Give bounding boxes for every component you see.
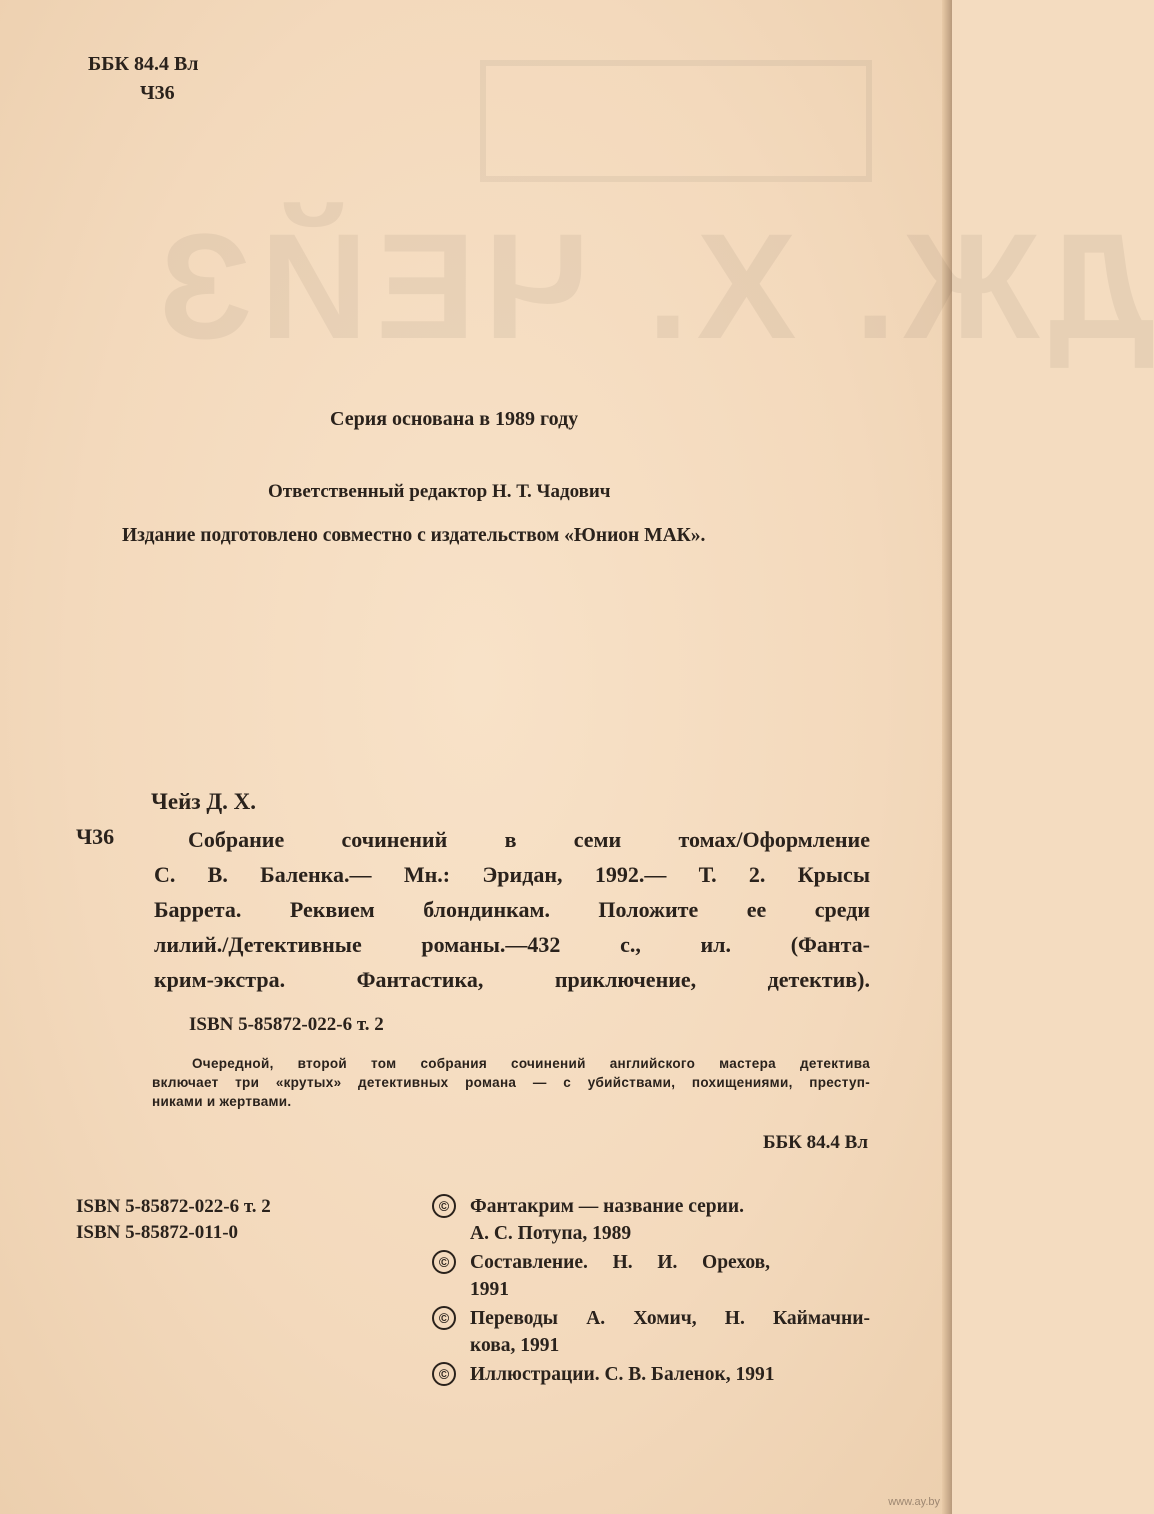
author-mark: Ч36 xyxy=(140,82,175,104)
copyright-translations xyxy=(430,1305,870,1359)
copyright-icon: © xyxy=(432,1306,456,1330)
series-note: Серия основана в 1989 году xyxy=(330,408,579,430)
copyright-line: кова, 1991 xyxy=(470,1335,560,1356)
copyright-compilation xyxy=(430,1249,870,1303)
catalog-code: Ч36 xyxy=(76,824,115,849)
copyright-series xyxy=(430,1193,870,1247)
description-line: Собрание сочинений в семи томах/Оформление xyxy=(188,827,870,852)
catalog-description xyxy=(154,822,870,997)
show-through-emblem xyxy=(480,60,872,182)
isbn-list xyxy=(76,1194,271,1246)
isbn-volume: ISBN 5-85872-022-6 т. 2 xyxy=(76,1196,271,1217)
copyright-block xyxy=(430,1193,870,1390)
description-line: С. В. Баленка.— Мн.: Эридан, 1992.— Т. 2. Крысы xyxy=(154,862,870,887)
annotation xyxy=(152,1054,870,1111)
description-line: лилий./Детективные романы.—432 с., ил. (Фанта- xyxy=(154,932,870,957)
bbk-code: ББК 84.4 Вл xyxy=(88,53,199,75)
annotation-line: никами и жертвами. xyxy=(152,1094,292,1109)
catalog-isbn: ISBN 5-85872-022-6 т. 2 xyxy=(189,1014,384,1035)
copyright-icon: © xyxy=(432,1194,456,1218)
site-watermark: www.ay.by xyxy=(888,1496,940,1508)
editor-note: Ответственный редактор Н. Т. Чадович xyxy=(268,481,611,502)
annotation-line: Очередной, второй том собрания сочинений английского мастера детектива xyxy=(192,1056,870,1071)
show-through-title: ДЖ. Х. ЧЕЙЗ xyxy=(150,202,1154,370)
copyright-icon: © xyxy=(432,1362,456,1386)
isbn-set: ISBN 5-85872-011-0 xyxy=(76,1222,239,1243)
copyright-line: 1991 xyxy=(470,1279,509,1300)
copyright-line: Фантакрим — название серии. xyxy=(470,1196,744,1217)
copyright-line: Иллюстрации. С. В. Баленок, 1991 xyxy=(470,1364,775,1385)
copyright-illustrations xyxy=(430,1361,870,1388)
bbk-header xyxy=(88,50,199,108)
catalog-author: Чейз Д. Х. xyxy=(151,789,257,814)
copyright-icon: © xyxy=(432,1250,456,1274)
joint-publication-note: Издание подготовлено совместно с издательством «Юнион МАК». xyxy=(122,525,706,546)
description-line: крим-экстра. Фантастика, приключение, детектив). xyxy=(154,967,870,992)
catalog-bbk: ББК 84.4 Вл xyxy=(763,1132,868,1153)
copyright-line: Составление. Н. И. Орехов, xyxy=(470,1252,770,1273)
copyright-line: А. С. Потупа, 1989 xyxy=(470,1223,632,1244)
description-line: Баррета. Реквием блондинкам. Положите ее среди xyxy=(154,897,870,922)
annotation-line: включает три «крутых» детективных романа — с убийствами, похищениями, преступ- xyxy=(152,1075,870,1090)
copyright-line: Переводы А. Хомич, Н. Каймачни- xyxy=(470,1308,870,1329)
